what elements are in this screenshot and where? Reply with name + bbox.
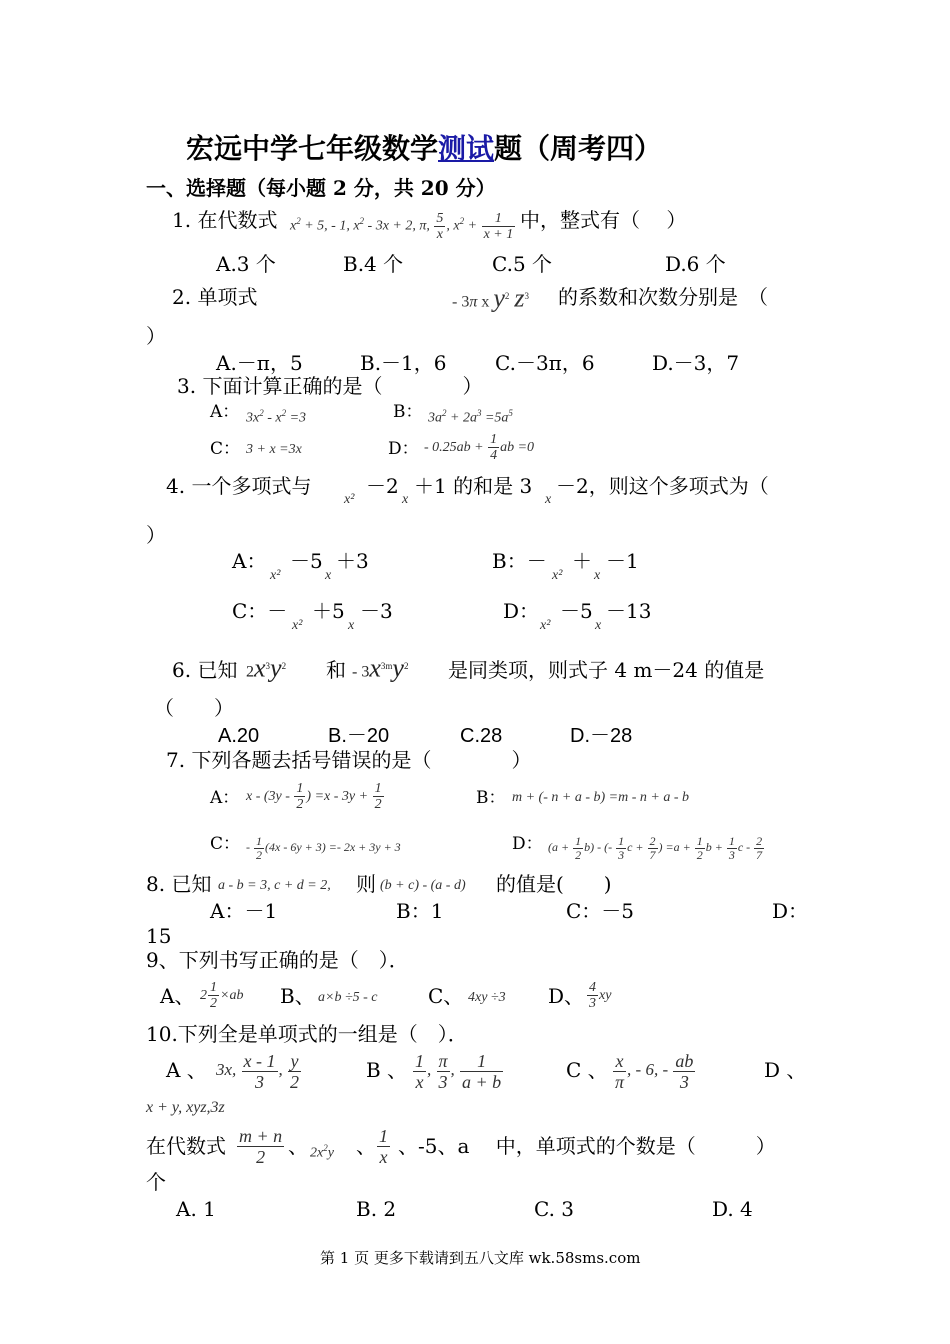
q7-a-label: A：	[210, 788, 240, 808]
q7-a-expr: x - (3y - $\frac{1}{2}$ ) =x - 3y + $\frac{1}{2}$	[246, 781, 382, 813]
q9-a-expr: 2 $\frac{1}{2}$ ×ab	[200, 980, 244, 1012]
title-link[interactable]: 测试	[438, 132, 495, 165]
q3-b-expr: $3a^2 + 2a^3 =5a^5$	[428, 408, 513, 426]
q11-unit: 个	[146, 1170, 166, 1194]
q4-a-t2: ＋3	[336, 549, 369, 573]
q6-option-d: D.－28	[570, 725, 633, 747]
q1-option-a: A.3 个	[216, 252, 276, 276]
q8-option-d: D：	[772, 899, 809, 923]
title-suffix: 题（周考四）	[494, 132, 663, 165]
q9-b-expr: a×b ÷5 - c	[318, 990, 378, 1005]
q4-x: x	[402, 492, 409, 507]
q9-option-a: A、	[160, 984, 195, 1008]
page-title	[186, 132, 662, 166]
q10-a-expr: 3x, $\frac{x - 1}{3}$ , $\frac{y}{2}$	[216, 1050, 300, 1092]
q4-x-b: x	[545, 492, 552, 507]
q4-d-t2: －13	[606, 599, 652, 623]
q7-d-label: D：	[512, 834, 543, 854]
q1-prefix: 1. 在代数式	[172, 208, 278, 232]
q8-suffix: 的值是( )	[496, 872, 612, 896]
q4-a-label: A：	[232, 549, 267, 573]
q4-c-x: x	[348, 618, 355, 633]
q3-a-label: A：	[210, 402, 240, 422]
q11-rest: 、-5、a 中，单项式的个数是（ ）	[398, 1134, 776, 1158]
page-footer: 第 1 页 更多下载请到五八文库 wk.58sms.com	[320, 1249, 641, 1267]
q4-x2: x²	[344, 492, 355, 507]
q6-prefix: 6. 已知	[172, 658, 238, 682]
q4-text1: 4. 一个多项式与	[166, 474, 312, 498]
q11-expr1: $\frac{m + n}{2}$	[239, 1126, 283, 1168]
q4-text3: ＋1 的和是 3	[414, 474, 533, 498]
title-prefix: 宏远中学七年级数学	[186, 132, 439, 165]
q9-option-c: C、	[428, 984, 464, 1008]
q8-option-c: C：－5	[566, 899, 635, 923]
q10-option-d: D 、	[764, 1058, 807, 1082]
section-heading: 一、选择题（每小题 2 分，共 20 分）	[146, 176, 496, 200]
q7-text: 7. 下列各题去括号错误的是（ ）	[166, 748, 532, 772]
q1-suffix: 中，整式有（ ）	[520, 208, 687, 232]
q11-option-a: A. 1	[176, 1197, 216, 1221]
q6-option-a: A.20	[218, 725, 260, 747]
q6-option-b: B.－20	[328, 725, 390, 747]
q1-option-b: B.4 个	[343, 252, 404, 276]
q1-option-c: C.5 个	[492, 252, 553, 276]
q4-close: ）	[146, 523, 166, 547]
q2-suffix: 的系数和次数分别是 （	[558, 285, 768, 309]
q4-c-x2: x²	[292, 618, 303, 633]
q9-c-expr: 4xy ÷3	[468, 990, 506, 1005]
q6-expr2: - $3x^{3m}y^2$	[352, 653, 409, 683]
q7-c-expr: - $\frac{1}{2}$ (4x - 6y + 3) =- 2x + 3y + 3	[246, 833, 401, 862]
q11-expr3: $\frac{1}{x}$	[379, 1126, 388, 1168]
q7-c-label: C：	[210, 834, 241, 854]
q11-option-c: C. 3	[534, 1197, 575, 1221]
q2-option-c: C.－3π，6	[495, 351, 595, 375]
q4-text4: －2，则这个多项式为（	[556, 474, 769, 498]
q2-option-b: B.－1，6	[360, 351, 447, 375]
q6-and: 和	[326, 658, 346, 682]
q4-b-t2: －1	[606, 549, 639, 573]
q3-d-expr: - 0.25ab + $\frac{1}{4}$ ab =0	[424, 432, 535, 464]
q8-condition: a - b = 3, c + d = 2,	[218, 878, 331, 893]
q10-b-expr: $\frac{1}{x}$ , $\frac{\pi}{3}$ , $\frac{1}{a + b}$	[415, 1050, 502, 1092]
q4-c-label: C：－	[232, 599, 288, 623]
q8-option-a: A：－1	[210, 899, 278, 923]
q4-a-x2: x²	[270, 568, 281, 583]
q1-expression: $x^2 + 5$, - 1, $x^2 - 3x + 2$, π, $\frac{5}{x}$ , $x^2$ + $\frac{1}{x + 1}$	[290, 210, 514, 242]
q4-b-x: x	[594, 568, 601, 583]
q4-b-x2: x²	[552, 568, 563, 583]
q7-b-expr: m + (- n + a - b) =m - n + a - b	[512, 790, 689, 805]
q2-option-d: D.－3，7	[652, 351, 740, 375]
question-1	[172, 208, 277, 232]
q4-line	[166, 474, 311, 498]
q11-prefix: 在代数式	[146, 1134, 226, 1158]
q9-text: 9、下列书写正确的是（ ）．	[146, 948, 409, 972]
q1-option-d: D.6 个	[665, 252, 726, 276]
q3-d-label: D：	[388, 439, 419, 459]
q4-c-t1: ＋5	[312, 599, 345, 623]
q2-prefix: 2. 单项式	[172, 285, 258, 309]
q4-a-x: x	[325, 568, 332, 583]
q10-text: 10.下列全是单项式的一组是（ ）．	[146, 1022, 468, 1046]
q11-sep2: 、	[356, 1134, 376, 1158]
q4-text2: －2	[366, 474, 399, 498]
q4-d-label: D：	[503, 599, 540, 623]
q3-b-label: B：	[393, 402, 423, 422]
q6-paren: （ ）	[154, 696, 234, 720]
q10-d-expr: x + y, xyz,3z	[146, 1099, 225, 1116]
q8-prefix: 8. 已知	[146, 872, 212, 896]
q3-c-expr: 3 + x =3x	[246, 442, 302, 457]
q10-option-c: C 、	[566, 1058, 608, 1082]
q7-b-label: B：	[476, 788, 506, 808]
q8-expr: (b + c) - (a - d)	[380, 878, 466, 893]
q6-suffix: 是同类项，则式子 4 m－24 的值是	[448, 658, 765, 682]
q3-text: 3. 下面计算正确的是（ ）	[177, 374, 483, 398]
q8-mid: 则	[356, 872, 376, 896]
q9-option-b: B、	[280, 984, 315, 1008]
q10-c-expr: $\frac{x}{\pi}$ , - 6, - $\frac{ab}{3}$	[615, 1050, 694, 1092]
q11-option-d: D. 4	[712, 1197, 753, 1221]
q6-expr1: $2x^3y^2$	[246, 653, 287, 683]
q4-b-label: B：－	[492, 549, 547, 573]
q4-a-t1: －5	[290, 549, 323, 573]
q3-a-expr: $3x^2 - x^2 =3$	[246, 408, 307, 426]
q11-sep1: 、	[288, 1134, 308, 1158]
q4-d-x: x	[595, 618, 602, 633]
q10-option-b: B 、	[366, 1058, 408, 1082]
q9-option-d: D、	[548, 984, 585, 1008]
q11-option-b: B. 2	[356, 1197, 397, 1221]
q4-d-t1: －5	[560, 599, 593, 623]
q2-option-a: A.－π，5	[216, 351, 303, 375]
q6-option-c: C.28	[460, 725, 503, 747]
q4-d-x2: x²	[540, 618, 551, 633]
q11-expr2: $2x^2y$	[310, 1143, 334, 1161]
q7-d-expr: (a + $\frac{1}{2}$ b) - (- $\frac{1}{3}$ c + $\frac{2}{7}$ ) =a + $\frac{1}{2}$ b + $\frac{1}{3}$ c - $\frac{2}{7}$	[548, 833, 763, 862]
q8-option-b: B：1	[396, 899, 444, 923]
q8-option-d-value: 15	[146, 924, 172, 948]
q10-option-a: A 、	[166, 1058, 207, 1082]
q2-close: ）	[146, 324, 166, 348]
q4-b-t1: ＋	[572, 549, 592, 573]
q9-d-expr: $\frac{4}{3}$ xy	[589, 980, 612, 1012]
q2-expression: - 3π x $y^2$ $z^3$	[452, 283, 530, 313]
q4-c-t2: －3	[360, 599, 393, 623]
q3-c-label: C：	[210, 439, 241, 459]
